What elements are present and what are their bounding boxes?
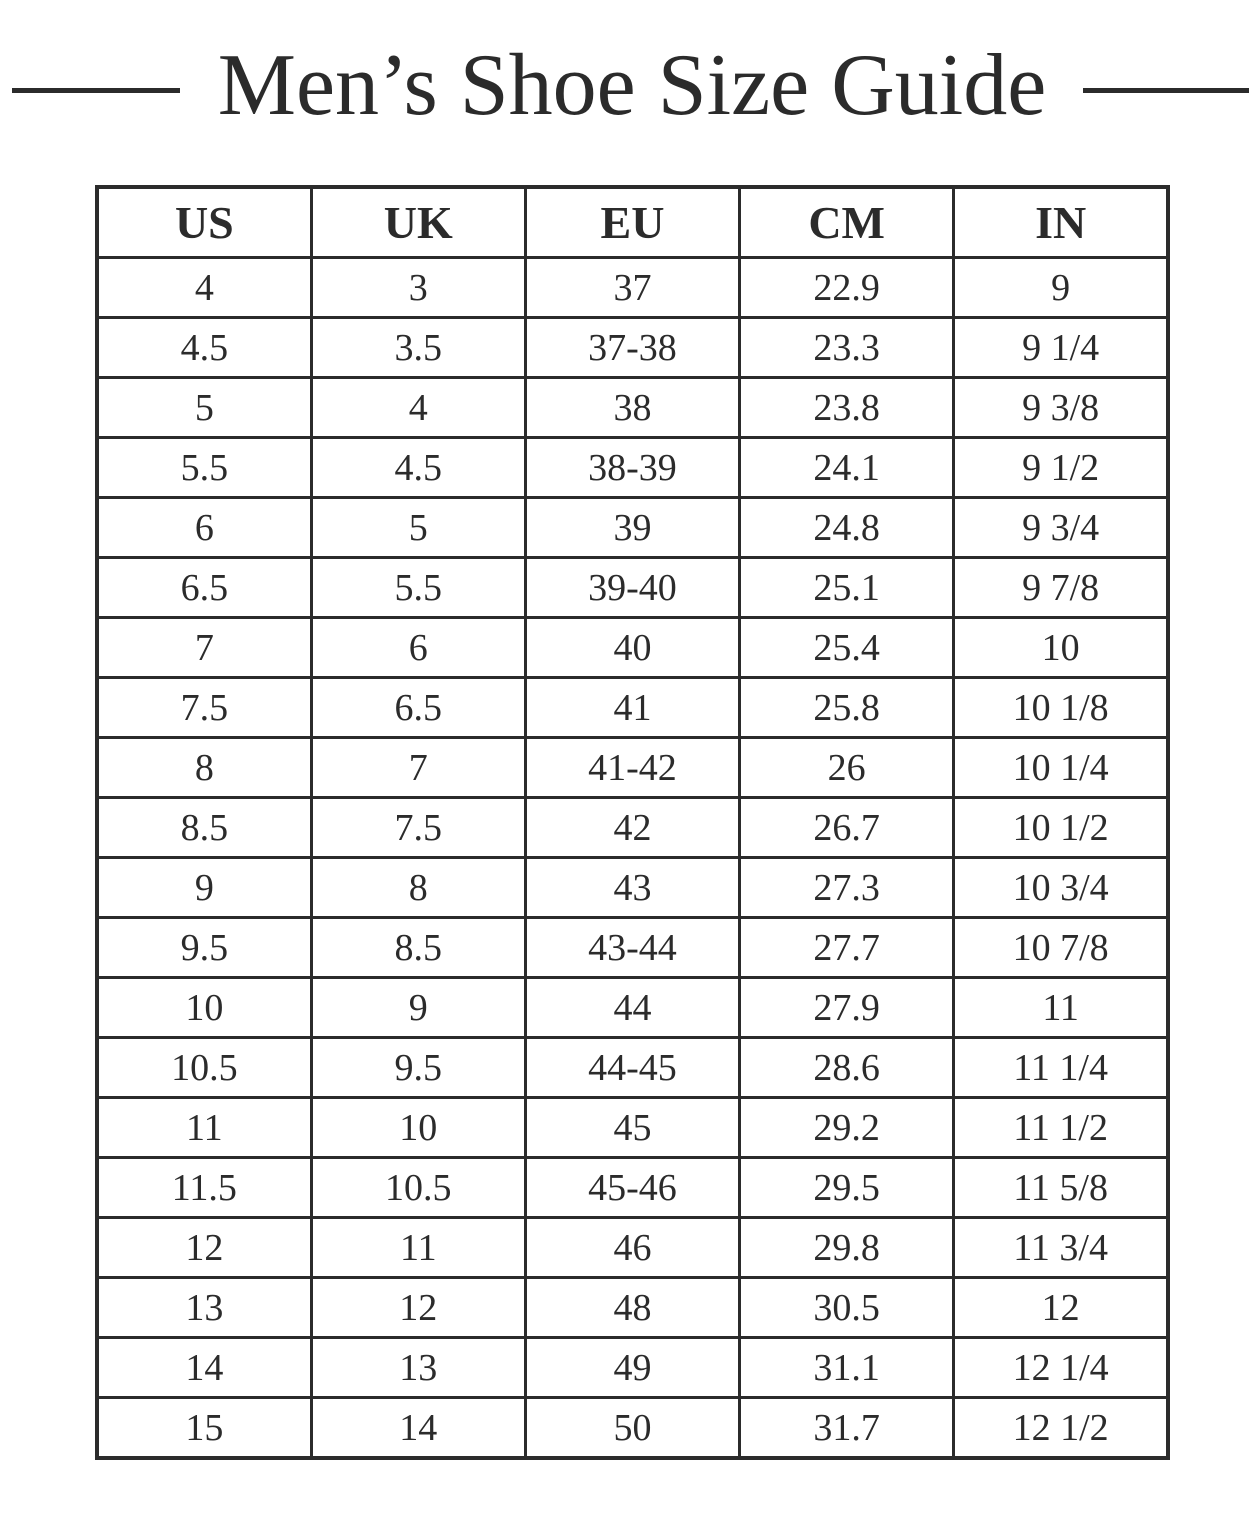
table-cell-cm: 27.3 — [740, 858, 954, 918]
table-cell-us: 4.5 — [97, 318, 311, 378]
table-cell-cm: 24.8 — [740, 498, 954, 558]
table-cell-eu: 43 — [525, 858, 739, 918]
table-cell-eu: 42 — [525, 798, 739, 858]
table-cell-in: 11 5/8 — [954, 1158, 1168, 1218]
table-cell-uk: 4 — [311, 378, 525, 438]
table-cell-cm: 29.8 — [740, 1218, 954, 1278]
table-cell-in: 12 1/2 — [954, 1398, 1168, 1459]
table-cell-eu: 39 — [525, 498, 739, 558]
table-cell-eu: 44 — [525, 978, 739, 1038]
table-cell-eu: 45-46 — [525, 1158, 739, 1218]
table-cell-uk: 14 — [311, 1398, 525, 1459]
table-cell-uk: 10.5 — [311, 1158, 525, 1218]
table-cell-cm: 28.6 — [740, 1038, 954, 1098]
column-header-cm: CM — [740, 187, 954, 258]
table-cell-us: 10 — [97, 978, 311, 1038]
table-cell-cm: 26 — [740, 738, 954, 798]
table-cell-eu: 37 — [525, 258, 739, 318]
table-cell-cm: 25.4 — [740, 618, 954, 678]
table-cell-uk: 8 — [311, 858, 525, 918]
column-header-uk: UK — [311, 187, 525, 258]
table-cell-in: 10 1/4 — [954, 738, 1168, 798]
table-cell-cm: 26.7 — [740, 798, 954, 858]
page-title: Men’s Shoe Size Guide — [217, 37, 1047, 134]
table-cell-eu: 38 — [525, 378, 739, 438]
table-cell-eu: 44-45 — [525, 1038, 739, 1098]
table-cell-us: 9.5 — [97, 918, 311, 978]
table-row — [97, 1098, 1168, 1158]
title-rule-right — [1083, 88, 1249, 93]
table-row — [97, 558, 1168, 618]
table-cell-eu: 46 — [525, 1218, 739, 1278]
table-cell-cm: 25.8 — [740, 678, 954, 738]
table-cell-cm: 31.1 — [740, 1338, 954, 1398]
table-cell-eu: 41-42 — [525, 738, 739, 798]
table-cell-cm: 23.3 — [740, 318, 954, 378]
column-header-eu: EU — [525, 187, 739, 258]
table-row — [97, 1038, 1168, 1098]
table-cell-in: 9 3/8 — [954, 378, 1168, 438]
table-cell-in: 10 3/4 — [954, 858, 1168, 918]
table-cell-uk: 6.5 — [311, 678, 525, 738]
column-header-us: US — [97, 187, 311, 258]
table-cell-cm: 23.8 — [740, 378, 954, 438]
table-cell-us: 12 — [97, 1218, 311, 1278]
table-cell-eu: 40 — [525, 618, 739, 678]
table-cell-in: 9 1/2 — [954, 438, 1168, 498]
table-cell-us: 11 — [97, 1098, 311, 1158]
table-cell-uk: 3.5 — [311, 318, 525, 378]
table-cell-uk: 9 — [311, 978, 525, 1038]
table-cell-in: 11 — [954, 978, 1168, 1038]
table-cell-uk: 11 — [311, 1218, 525, 1278]
table-cell-eu: 43-44 — [525, 918, 739, 978]
table-cell-uk: 9.5 — [311, 1038, 525, 1098]
table-cell-in: 9 3/4 — [954, 498, 1168, 558]
table-cell-in: 10 — [954, 618, 1168, 678]
table-cell-uk: 13 — [311, 1338, 525, 1398]
table-cell-us: 7.5 — [97, 678, 311, 738]
table-row — [97, 378, 1168, 438]
table-cell-uk: 7.5 — [311, 798, 525, 858]
table-cell-cm: 27.7 — [740, 918, 954, 978]
table-cell-us: 8.5 — [97, 798, 311, 858]
table-cell-in: 12 1/4 — [954, 1338, 1168, 1398]
table-row — [97, 738, 1168, 798]
table-row — [97, 1338, 1168, 1398]
table-cell-in: 9 7/8 — [954, 558, 1168, 618]
table-row — [97, 618, 1168, 678]
table-cell-uk: 5.5 — [311, 558, 525, 618]
table-cell-cm: 22.9 — [740, 258, 954, 318]
table-cell-uk: 5 — [311, 498, 525, 558]
table-cell-uk: 8.5 — [311, 918, 525, 978]
table-cell-us: 15 — [97, 1398, 311, 1459]
table-cell-in: 11 1/2 — [954, 1098, 1168, 1158]
table-cell-us: 11.5 — [97, 1158, 311, 1218]
table-row — [97, 258, 1168, 318]
table-cell-in: 9 1/4 — [954, 318, 1168, 378]
table-cell-eu: 45 — [525, 1098, 739, 1158]
table-cell-eu: 41 — [525, 678, 739, 738]
table-cell-cm: 31.7 — [740, 1398, 954, 1459]
table-cell-in: 11 3/4 — [954, 1218, 1168, 1278]
table-cell-us: 6 — [97, 498, 311, 558]
table-cell-eu: 39-40 — [525, 558, 739, 618]
table-cell-uk: 10 — [311, 1098, 525, 1158]
table-cell-uk: 3 — [311, 258, 525, 318]
table-cell-us: 14 — [97, 1338, 311, 1398]
table-cell-uk: 6 — [311, 618, 525, 678]
table-row — [97, 438, 1168, 498]
table-row — [97, 1398, 1168, 1459]
table-cell-in: 12 — [954, 1278, 1168, 1338]
table-cell-us: 9 — [97, 858, 311, 918]
table-cell-eu: 38-39 — [525, 438, 739, 498]
table-cell-eu: 50 — [525, 1398, 739, 1459]
header-row — [97, 187, 1168, 258]
table-row — [97, 1278, 1168, 1338]
table-cell-us: 13 — [97, 1278, 311, 1338]
table-row — [97, 918, 1168, 978]
table-cell-eu: 49 — [525, 1338, 739, 1398]
table-cell-us: 10.5 — [97, 1038, 311, 1098]
table-cell-us: 5 — [97, 378, 311, 438]
table-cell-eu: 37-38 — [525, 318, 739, 378]
table-cell-us: 5.5 — [97, 438, 311, 498]
table-cell-uk: 4.5 — [311, 438, 525, 498]
table-cell-in: 10 7/8 — [954, 918, 1168, 978]
table-row — [97, 858, 1168, 918]
table-cell-us: 6.5 — [97, 558, 311, 618]
size-chart-table — [95, 185, 1170, 1460]
table-row — [97, 498, 1168, 558]
table-row — [97, 678, 1168, 738]
table-cell-eu: 48 — [525, 1278, 739, 1338]
table-cell-cm: 29.5 — [740, 1158, 954, 1218]
table-cell-uk: 7 — [311, 738, 525, 798]
table-cell-cm: 24.1 — [740, 438, 954, 498]
table-row — [97, 978, 1168, 1038]
table-cell-cm: 29.2 — [740, 1098, 954, 1158]
table-row — [97, 798, 1168, 858]
table-row — [97, 318, 1168, 378]
table-cell-in: 9 — [954, 258, 1168, 318]
table-cell-in: 11 1/4 — [954, 1038, 1168, 1098]
title-rule-left — [12, 88, 180, 93]
table-cell-us: 4 — [97, 258, 311, 318]
table-cell-in: 10 1/8 — [954, 678, 1168, 738]
title-banner — [0, 0, 1255, 160]
table-row — [97, 1158, 1168, 1218]
table-cell-in: 10 1/2 — [954, 798, 1168, 858]
table-body — [97, 258, 1168, 1459]
table-cell-cm: 27.9 — [740, 978, 954, 1038]
table-cell-us: 7 — [97, 618, 311, 678]
table-cell-cm: 25.1 — [740, 558, 954, 618]
table-cell-us: 8 — [97, 738, 311, 798]
table-header — [97, 187, 1168, 258]
table-cell-uk: 12 — [311, 1278, 525, 1338]
table-cell-cm: 30.5 — [740, 1278, 954, 1338]
table-row — [97, 1218, 1168, 1278]
column-header-in: IN — [954, 187, 1168, 258]
